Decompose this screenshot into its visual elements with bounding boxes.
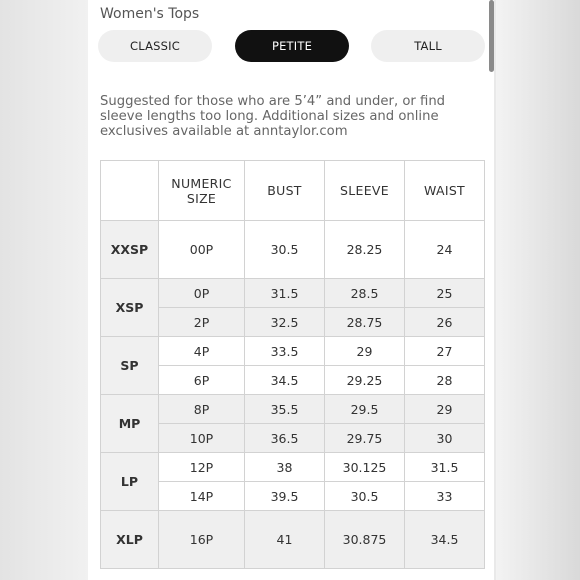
tab-petite[interactable]: PETITE [235,30,349,62]
fit-tabs [98,30,486,62]
table-row [101,482,485,511]
waist-cell: 31.5 [405,453,485,482]
sleeve-cell: 30.125 [325,453,405,482]
table-row [101,424,485,453]
bust-cell: 31.5 [245,279,325,308]
waist-cell: 25 [405,279,485,308]
size-table [100,160,485,569]
waist-cell: 26 [405,308,485,337]
numeric-size-cell: 00P [159,221,245,279]
header-numeric-size: NUMERIC SIZE [159,161,245,221]
sleeve-cell: 28.75 [325,308,405,337]
sleeve-cell: 30.5 [325,482,405,511]
numeric-size-cell: 0P [159,279,245,308]
header-size-label [101,161,159,221]
sleeve-cell: 28.25 [325,221,405,279]
sleeve-cell: 30.875 [325,511,405,569]
bust-cell: 36.5 [245,424,325,453]
bust-cell: 41 [245,511,325,569]
bust-cell: 35.5 [245,395,325,424]
numeric-size-cell: 14P [159,482,245,511]
header-waist: WAIST [405,161,485,221]
table-row [101,395,485,424]
fit-description: Suggested for those who are 5’4” and under, or find sleeve lengths too long. Additional sizes and online exclusives available at anntaylor.com [100,94,446,139]
table-header-row [101,161,485,221]
table-row [101,221,485,279]
tab-classic[interactable]: CLASSIC [98,30,212,62]
left-background [0,0,88,580]
waist-cell: 28 [405,366,485,395]
table-row [101,337,485,366]
size-label: SP [101,337,159,395]
bust-cell: 30.5 [245,221,325,279]
table-row [101,453,485,482]
size-label: MP [101,395,159,453]
size-label: XLP [101,511,159,569]
header-sleeve: SLEEVE [325,161,405,221]
numeric-size-cell: 6P [159,366,245,395]
bust-cell: 34.5 [245,366,325,395]
right-background [496,0,580,580]
numeric-size-cell: 12P [159,453,245,482]
table-row [101,366,485,395]
waist-cell: 33 [405,482,485,511]
numeric-size-cell: 4P [159,337,245,366]
sleeve-cell: 28.5 [325,279,405,308]
waist-cell: 29 [405,395,485,424]
waist-cell: 30 [405,424,485,453]
bust-cell: 33.5 [245,337,325,366]
numeric-size-cell: 10P [159,424,245,453]
size-label: XXSP [101,221,159,279]
table-row [101,279,485,308]
numeric-size-cell: 16P [159,511,245,569]
scrollbar-thumb[interactable] [489,0,494,72]
waist-cell: 34.5 [405,511,485,569]
numeric-size-cell: 2P [159,308,245,337]
bust-cell: 39.5 [245,482,325,511]
table-row [101,511,485,569]
sleeve-cell: 29.25 [325,366,405,395]
numeric-size-cell: 8P [159,395,245,424]
size-label: LP [101,453,159,511]
bust-cell: 32.5 [245,308,325,337]
bust-cell: 38 [245,453,325,482]
page-title: Women's Tops [100,6,200,22]
sleeve-cell: 29 [325,337,405,366]
waist-cell: 24 [405,221,485,279]
sleeve-cell: 29.5 [325,395,405,424]
table-row [101,308,485,337]
header-bust: BUST [245,161,325,221]
tab-tall[interactable]: TALL [371,30,485,62]
waist-cell: 27 [405,337,485,366]
sleeve-cell: 29.75 [325,424,405,453]
size-label: XSP [101,279,159,337]
